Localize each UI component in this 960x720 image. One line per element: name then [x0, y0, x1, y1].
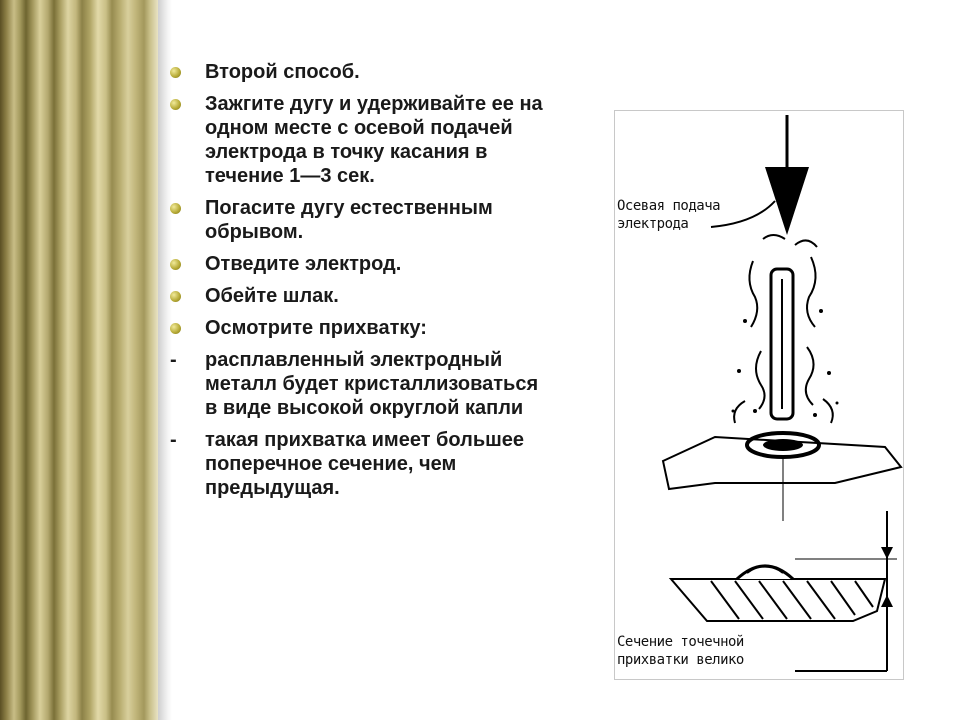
list-item-text: Зажгите дугу и удерживайте ее на одном месте с осевой подачей электрода в точку касания в течение 1—3 сек.	[205, 93, 543, 187]
list-item	[168, 92, 548, 188]
list-item	[168, 284, 548, 308]
bullet-icon	[170, 323, 181, 334]
bullet-icon	[170, 99, 181, 110]
decorative-column	[0, 0, 158, 720]
bullet-icon	[170, 203, 181, 214]
bullet-icon	[170, 259, 181, 270]
welding-diagram	[614, 110, 904, 680]
instruction-list	[168, 60, 548, 508]
axial-feed-label-line2: электрода	[617, 216, 689, 232]
list-item	[168, 60, 548, 84]
dimension-arrow-bottom	[881, 595, 893, 607]
label-leader-line	[711, 201, 775, 227]
list-item	[168, 316, 548, 340]
list-item	[168, 428, 548, 500]
list-item	[168, 348, 548, 420]
list-item-text: Второй способ.	[205, 61, 360, 83]
tack-section-label-line1: Сечение точечной	[617, 634, 744, 650]
list-item	[168, 196, 548, 244]
list-item-text: Погасите дугу естественным обрывом.	[205, 197, 493, 243]
axial-feed-label-line1: Осевая подача	[617, 198, 721, 214]
list-item-text: Обейте шлак.	[205, 285, 339, 307]
dimension-arrow-top	[881, 547, 893, 559]
axial-feed-label	[617, 197, 720, 233]
dash-marker: -	[170, 429, 177, 451]
feed-arrow-head	[765, 167, 809, 235]
list-item-text: Осмотрите прихватку:	[205, 317, 427, 339]
list-item	[168, 252, 548, 276]
dash-marker: -	[170, 349, 177, 371]
tack-section-label	[617, 633, 744, 669]
weld-cross-section	[671, 566, 885, 621]
list-item-text: такая прихватка имеет большее поперечное сечение, чем предыдущая.	[205, 429, 525, 499]
bullet-icon	[170, 291, 181, 302]
tack-section-label-line2: прихватки велико	[617, 652, 744, 668]
bullet-icon	[170, 67, 181, 78]
list-item-text: Отведите электрод.	[205, 253, 402, 275]
list-item-text: расплавленный электродный металл будет кристаллизоваться в виде высокой округлой капли	[205, 349, 539, 419]
